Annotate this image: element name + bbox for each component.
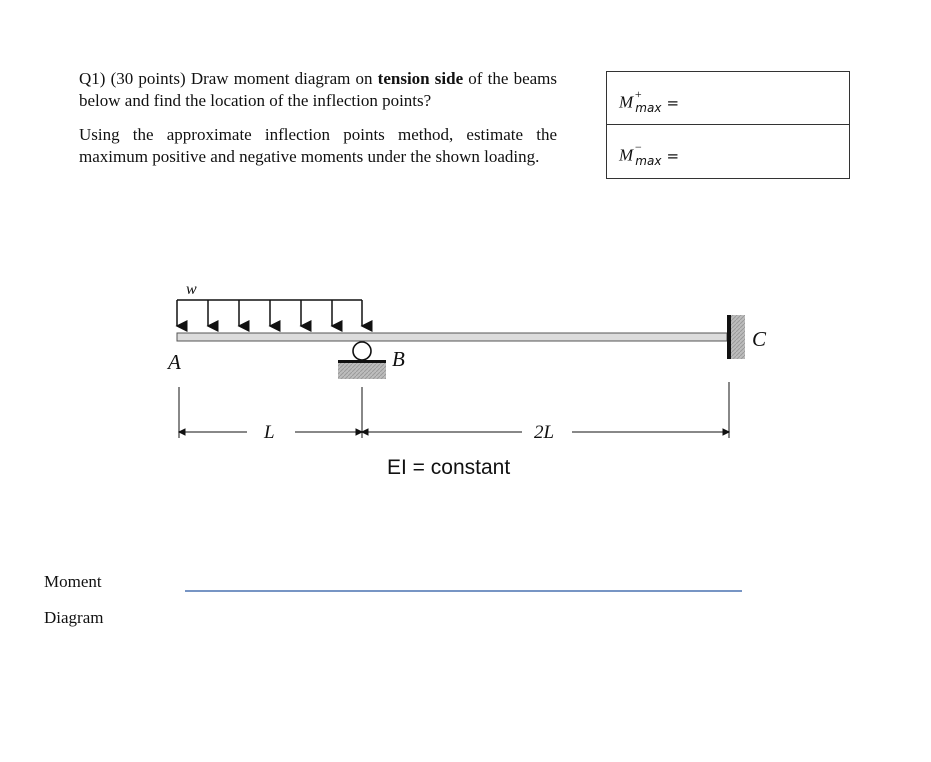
load-label-w: w <box>186 281 197 298</box>
emphasis-tension-side: tension side <box>377 69 464 88</box>
question-part-2: Using the approximate inflection points method, estimate the maximum positive and negative moments under the shown loading. <box>79 125 557 166</box>
dimension-lines <box>179 382 729 438</box>
question-part-1: Q1) (30 points) Draw moment diagram on tension side of the beams below and find the location of the inflection points? <box>79 69 558 110</box>
diagram-label: Diagram <box>44 608 104 627</box>
stiffness-label: EI = constant <box>387 456 511 479</box>
beam <box>177 333 727 341</box>
moment-label: Moment <box>44 572 102 591</box>
span-label-2l: 2L <box>534 422 555 443</box>
max-negative-moment-label: $M^-_{max}$ = <box>619 140 680 169</box>
support-label-b: B <box>392 347 405 371</box>
max-positive-moment-label: $M^+_{max}$ = <box>619 87 680 116</box>
support-label-a: A <box>168 350 181 374</box>
distributed-load <box>177 300 362 326</box>
fixed-support-c <box>727 315 745 359</box>
span-label-l: L <box>264 422 275 443</box>
support-label-c: C <box>752 327 767 351</box>
roller-support-b <box>338 342 386 379</box>
